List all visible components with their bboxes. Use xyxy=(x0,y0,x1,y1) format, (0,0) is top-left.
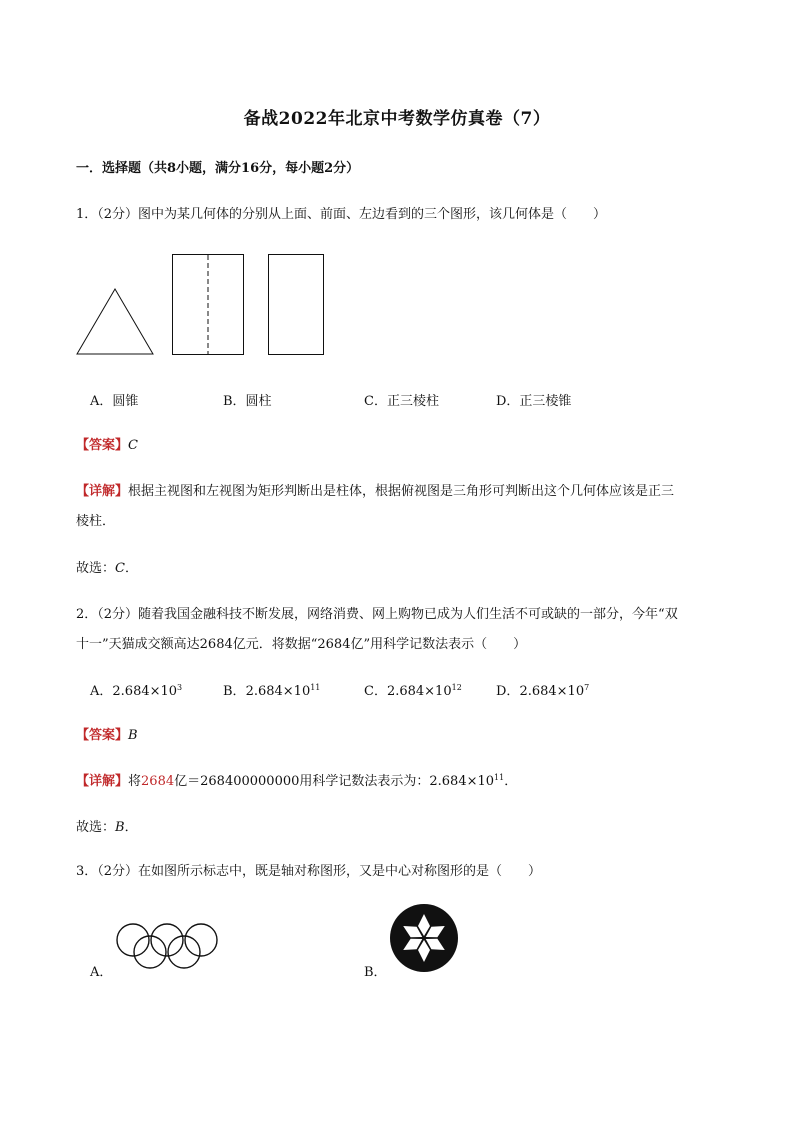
detail-end: ． xyxy=(504,774,518,789)
option-exponent: 12 xyxy=(451,683,462,692)
option-label: C． xyxy=(364,684,387,699)
choice-suffix: ． xyxy=(124,561,138,576)
q2-option-b[interactable] xyxy=(223,680,320,699)
q1-top-view-triangle xyxy=(76,288,154,356)
choice-prefix: 故选： xyxy=(76,820,116,835)
snowflake-diamond-emblem-icon xyxy=(389,903,459,973)
option-exponent: 3 xyxy=(177,683,183,692)
q1-choice xyxy=(76,557,138,576)
q1-front-view-rectangle xyxy=(172,254,244,355)
section-heading: 一．选择题（共8小题，满分16分，每小题2分） xyxy=(76,161,360,176)
q1-detail-line1 xyxy=(76,480,674,499)
q1-left-view-rectangle xyxy=(268,254,324,355)
q2-detail xyxy=(76,770,517,789)
q2-choice xyxy=(76,816,138,835)
option-exponent: 7 xyxy=(584,683,590,692)
option-label: D． xyxy=(496,684,520,699)
q1-option-c[interactable]: C．正三棱柱 xyxy=(364,394,439,409)
olympic-rings-icon xyxy=(115,922,221,970)
choice-value: B xyxy=(115,820,125,835)
q1-option-b[interactable]: B．圆柱 xyxy=(223,394,272,409)
answer-label: 【答案】 xyxy=(76,728,129,743)
detail-label: 【详解】 xyxy=(76,484,129,499)
q1-detail-line2: 棱柱． xyxy=(76,514,116,529)
q1-option-a[interactable]: A．圆锥 xyxy=(90,394,139,409)
option-base: 2.684×10 xyxy=(245,684,311,699)
answer-label: 【答案】 xyxy=(76,438,129,453)
option-label: A． xyxy=(90,684,113,699)
q1-answer xyxy=(76,434,138,453)
q3-option-a-label[interactable]: A． xyxy=(90,965,113,980)
q3-stem: 3．（2分）在如图所示标志中，既是轴对称图形，又是中心对称图形的是（ ） xyxy=(76,864,542,879)
q2-option-d[interactable] xyxy=(496,680,589,699)
q2-stem-line1: 2．（2分）随着我国金融科技不断发展，网络消费、网上购物已成为人们生活不可或缺的一部分，今年“双 xyxy=(76,607,678,622)
detail-highlight: 2684 xyxy=(141,774,175,789)
answer-value: C xyxy=(128,438,138,453)
option-label: B． xyxy=(223,684,246,699)
detail-text: 根据主视图和左视图为矩形判断出是柱体，根据俯视图是三角形可判断出这个几何体应该是正三 xyxy=(128,484,675,499)
q1-option-d[interactable]: D．正三棱锥 xyxy=(496,394,572,409)
detail-mid: 亿＝268400000000用科学记数法表示为：2.684×10 xyxy=(174,774,495,789)
q2-stem-line2: 十一”天猫成交额高达2684亿元．将数据“2684亿”用科学记数法表示（ ） xyxy=(76,637,527,652)
choice-suffix: ． xyxy=(124,820,138,835)
q2-answer xyxy=(76,724,138,743)
detail-label: 【详解】 xyxy=(76,774,129,789)
option-exponent: 11 xyxy=(310,683,321,692)
detail-exponent: 11 xyxy=(494,773,505,782)
choice-prefix: 故选： xyxy=(76,561,116,576)
page-title: 备战2022年北京中考数学仿真卷（7） xyxy=(243,109,551,129)
q3-option-b-label[interactable]: B． xyxy=(364,965,387,980)
q2-option-c[interactable] xyxy=(364,680,462,699)
answer-value: B xyxy=(128,728,138,743)
choice-value: C xyxy=(115,561,125,576)
q2-option-a[interactable] xyxy=(90,680,182,699)
option-base: 2.684×10 xyxy=(112,684,178,699)
detail-pre: 将 xyxy=(128,774,142,789)
option-base: 2.684×10 xyxy=(386,684,452,699)
option-base: 2.684×10 xyxy=(519,684,585,699)
q1-stem: 1．（2分）图中为某几何体的分别从上面、前面、左边看到的三个图形，该几何体是（ ） xyxy=(76,207,607,222)
